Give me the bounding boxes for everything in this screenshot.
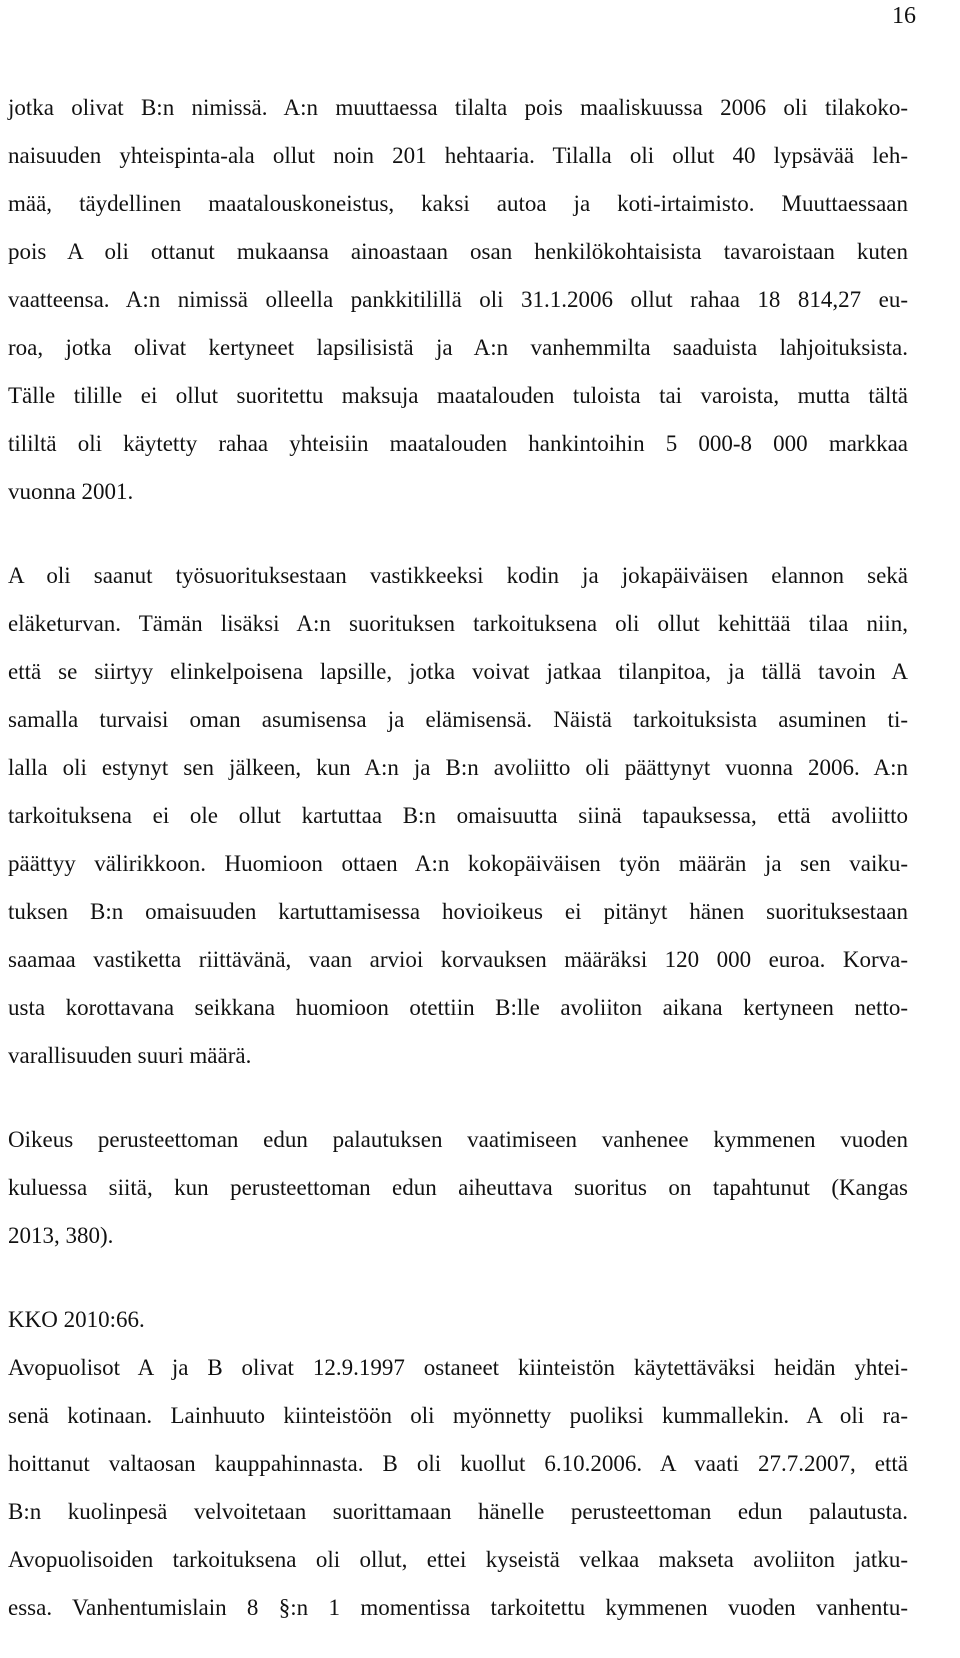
page-number: 16 bbox=[892, 3, 916, 29]
text-line: eläketurvan. Tämän lisäksi A:n suorituksen tarkoituksena oli ollut kehittää tilaa niin, bbox=[8, 611, 908, 636]
text-line: A oli saanut työsuorituksestaan vastikkeeksi kodin ja jokapäiväisen elannon sekä bbox=[8, 563, 908, 588]
text-line: Tälle tilille ei ollut suoritettu maksuja maatalouden tuloista tai varoista, mutta tältä bbox=[8, 383, 908, 408]
case-reference bbox=[8, 1296, 908, 1344]
text-line: tarkoituksena ei ole ollut kartuttaa B:n omaisuutta siinä tapauksessa, että avoliitto bbox=[8, 803, 908, 828]
text-line: mää, täydellinen maatalouskoneistus, kaksi autoa ja koti-irtaimisto. Muuttaessaan bbox=[8, 191, 908, 216]
text-line: roa, jotka olivat kertyneet lapsilisistä ja A:n vanhemmilta saaduista lahjoituksista. bbox=[8, 335, 908, 360]
text-line: KKO 2010:66. bbox=[8, 1307, 145, 1332]
text-line: senä kotinaan. Lainhuuto kiinteistöön oli myönnetty puoliksi kummallekin. A oli ra- bbox=[8, 1403, 908, 1428]
text-line: että se siirtyy elinkelpoisena lapsille, jotka voivat jatkaa tilanpitoa, ja tällä tavoin A bbox=[8, 659, 908, 684]
text-line: essa. Vanhentumislain 8 §:n 1 momentissa tarkoitettu kymmenen vuoden vanhentu- bbox=[8, 1595, 908, 1620]
text-line: jotka olivat B:n nimissä. A:n muuttaessa tilalta pois maaliskuussa 2006 oli tilakoko- bbox=[8, 95, 908, 120]
text-line: kuluessa siitä, kun perusteettoman edun aiheuttava suoritus on tapahtunut (Kangas bbox=[8, 1175, 908, 1200]
text-line: tuksen B:n omaisuuden kartuttamisessa hovioikeus ei pitänyt hänen suorituksestaan bbox=[8, 899, 908, 924]
text-line: varallisuuden suuri määrä. bbox=[8, 1043, 252, 1068]
text-line: vaatteensa. A:n nimissä olleella pankkitilillä oli 31.1.2006 ollut rahaa 18 814,27 eu- bbox=[8, 287, 908, 312]
text-line: pois A oli ottanut mukaansa ainoastaan osan henkilökohtaisista tavaroistaan kuten bbox=[8, 239, 908, 264]
text-line: lalla oli estynyt sen jälkeen, kun A:n ja B:n avoliitto oli päättynyt vuonna 2006. A:n bbox=[8, 755, 908, 780]
text-line: 2013, 380). bbox=[8, 1223, 114, 1248]
text-line: saamaa vastiketta riittävänä, vaan arvioi korvauksen määräksi 120 000 euroa. Korva- bbox=[8, 947, 908, 972]
document-body bbox=[8, 84, 908, 1632]
text-line: samalla turvaisi oman asumisensa ja elämisensä. Näistä tarkoituksista asuminen ti- bbox=[8, 707, 908, 732]
text-line: Avopuolisoiden tarkoituksena oli ollut, ettei kyseistä velkaa makseta avoliiton jatku- bbox=[8, 1547, 908, 1572]
text-line: päättyy välirikkoon. Huomioon ottaen A:n kokopäiväisen työn määrän ja sen vaiku- bbox=[8, 851, 908, 876]
text-line: Oikeus perusteettoman edun palautuksen vaatimiseen vanhenee kymmenen vuoden bbox=[8, 1127, 908, 1152]
text-line: Avopuolisot A ja B olivat 12.9.1997 ostaneet kiinteistön käytettäväksi heidän yhtei- bbox=[8, 1355, 908, 1380]
paragraph-compensation bbox=[8, 552, 908, 1080]
paragraph-limitation bbox=[8, 1116, 908, 1260]
text-line: usta korottavana seikkana huomioon otettiin B:lle avoliiton aikana kertyneen netto- bbox=[8, 995, 908, 1020]
text-line: naisuuden yhteispinta-ala ollut noin 201 hehtaaria. Tilalla oli ollut 40 lypsävää leh- bbox=[8, 143, 908, 168]
paragraph-farm-assets bbox=[8, 84, 908, 516]
text-line: vuonna 2001. bbox=[8, 479, 134, 504]
text-line: hoittanut valtaosan kauppahinnasta. B oli kuollut 6.10.2006. A vaati 27.7.2007, että bbox=[8, 1451, 908, 1476]
text-line: tililtä oli käytetty rahaa yhteisiin maatalouden hankintoihin 5 000-8 000 markkaa bbox=[8, 431, 908, 456]
paragraph-case-facts bbox=[8, 1344, 908, 1632]
text-line: B:n kuolinpesä velvoitetaan suorittamaan hänelle perusteettoman edun palautusta. bbox=[8, 1499, 908, 1524]
